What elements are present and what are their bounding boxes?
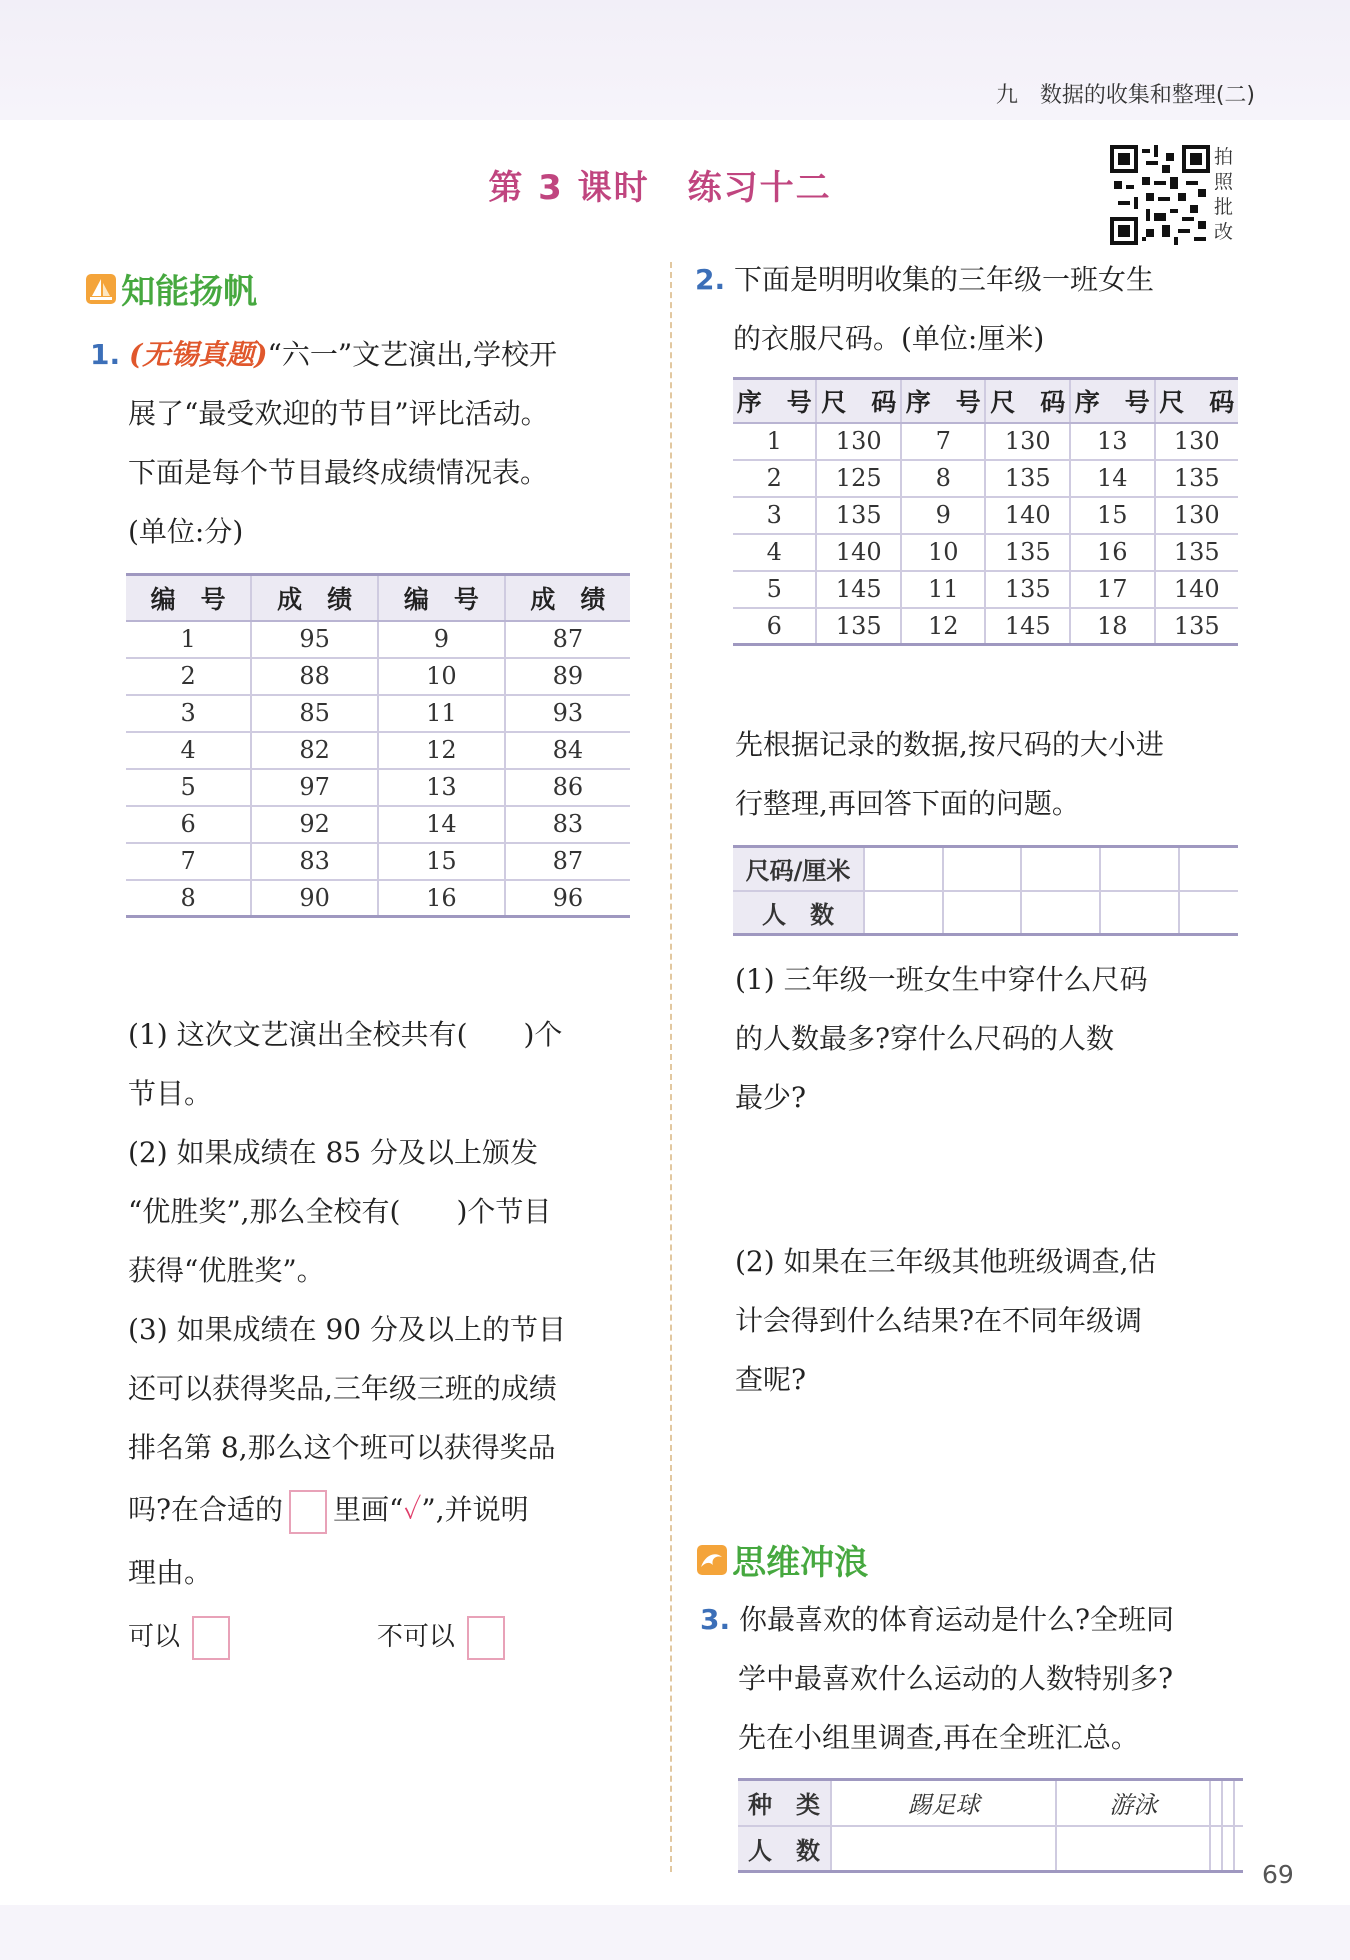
question-2 [695,250,1255,368]
tally-cell[interactable] [864,891,943,935]
sail-icon [86,274,116,304]
sub-question-3: 还可以获得奖品,三年级三班的成绩 [128,1372,557,1405]
table-row [733,534,1238,571]
qr-label: 拍 照 批 改 [1214,146,1234,243]
table-header: 成 绩 [251,575,378,621]
footer-bar [0,1905,1350,1960]
tally-label: 人 数 [733,891,864,935]
table-cell: 15 [1070,497,1155,534]
table-cell: 1 [126,621,251,658]
question-2-part-2: (2) 如果在三年级其他班级调查,估 计会得到什么结果?在不同年级调 查呢? [735,1245,1157,1396]
source-tag: (无锡真题) [129,338,268,371]
page-number: 69 [1262,1860,1294,1889]
table-row [733,608,1238,645]
table-cell: 11 [378,695,505,732]
table-cell: 12 [901,608,986,645]
question-2-instructions: 先根据记录的数据,按尺码的大小进 行整理,再回答下面的问题。 [735,728,1164,820]
table-header: 编 号 [378,575,505,621]
sports-table [738,1778,1243,1873]
lesson-name: 练习十二 [687,168,832,208]
table-row [126,880,630,917]
question-1 [90,325,640,561]
question-number: 1. [90,338,121,371]
table-cell: 130 [985,423,1070,460]
table-cell: 90 [251,880,378,917]
table-cell: 125 [816,460,901,497]
table-cell: 83 [251,843,378,880]
option-no-label: 不可以 [376,1622,455,1652]
table-cell: 86 [505,769,630,806]
count-cell[interactable] [1056,1826,1210,1872]
section-title: 知能扬帆 [121,272,258,312]
tally-table [733,845,1238,936]
table-cell: 135 [1155,608,1238,645]
check-mark-icon: ✓ [403,1493,422,1526]
column-divider [670,262,672,1872]
table-cell: 2 [733,460,816,497]
table-cell: 5 [733,571,816,608]
table-cell: 135 [816,608,901,645]
section-heading-1 [86,264,257,313]
table-row [733,571,1238,608]
tally-cell[interactable] [1179,891,1238,935]
table-cell: 92 [251,806,378,843]
table-row [126,769,630,806]
table-cell: 3 [733,497,816,534]
question-text: 展了“最受欢迎的节目”评比活动。 [128,397,549,430]
table-header: 成 绩 [505,575,630,621]
table-cell: 8 [126,880,251,917]
table-cell: 16 [1070,534,1155,571]
sub-question-1: (1) 这次文艺演出全校共有( )个 [128,1018,563,1051]
sport-cell[interactable]: 踢足球 [831,1780,1056,1826]
table-cell: 87 [505,843,630,880]
table-cell: 97 [251,769,378,806]
sub-question-2: “优胜奖”,那么全校有( )个节目 [128,1195,552,1228]
table-cell: 88 [251,658,378,695]
sub-question-3: 理由。 [128,1556,213,1589]
section-heading-2 [697,1535,868,1584]
question-number: 2. [695,263,726,296]
table-row [126,695,630,732]
sport-cell[interactable] [1210,1780,1222,1826]
table-cell: 95 [251,621,378,658]
table-row [126,806,630,843]
table-cell: 17 [1070,571,1155,608]
question-text: 你最喜欢的体育运动是什么?全班同 [739,1603,1175,1636]
table-cell: 5 [126,769,251,806]
sport-cell[interactable] [1222,1780,1234,1826]
table-cell: 9 [378,621,505,658]
lesson-number: 第 3 课时 [488,168,650,208]
table-cell: 11 [901,571,986,608]
table-cell: 130 [1155,423,1238,460]
table-cell: 93 [505,695,630,732]
table-cell: 4 [733,534,816,571]
question-number: 3. [700,1603,731,1636]
count-cell[interactable] [1222,1826,1234,1872]
scores-table [126,573,630,918]
tally-cell[interactable] [1021,891,1100,935]
table-row [733,423,1238,460]
table-header: 序 号 [901,379,986,423]
table-cell: 135 [1155,460,1238,497]
tally-cell[interactable] [864,847,943,891]
question-text: 先在小组里调查,再在全班汇总。 [738,1721,1139,1754]
table-cell: 7 [126,843,251,880]
table-cell: 135 [816,497,901,534]
count-cell[interactable] [831,1826,1056,1872]
table-cell: 6 [126,806,251,843]
table-cell: 14 [378,806,505,843]
table-cell: 13 [1070,423,1155,460]
table-cell: 12 [378,732,505,769]
table-row [126,732,630,769]
table-cell: 3 [126,695,251,732]
table-cell: 15 [378,843,505,880]
table-cell: 14 [1070,460,1155,497]
table-cell: 8 [901,460,986,497]
table-header: 尺 码 [985,379,1070,423]
sub-question-3: (3) 如果成绩在 90 分及以上的节目 [128,1313,566,1346]
question-text: 的衣服尺码。(单位:厘米) [733,322,1045,355]
question-text: “六一”文艺演出,学校开 [267,338,558,371]
table-cell: 89 [505,658,630,695]
table-cell: 145 [816,571,901,608]
table-cell: 16 [378,880,505,917]
question-text: 学中最喜欢什么运动的人数特别多? [738,1662,1174,1695]
sub-question-2: (2) 如果成绩在 85 分及以上颁发 [128,1136,538,1169]
sizes-table [733,377,1238,646]
sub-question-1: 节目。 [128,1077,213,1110]
wave-icon [697,1545,727,1575]
table-row [126,843,630,880]
question-text: 下面是明明收集的三年级一班女生 [734,263,1155,296]
table-cell: 6 [733,608,816,645]
sport-cell[interactable]: 游泳 [1056,1780,1210,1826]
table-row [733,497,1238,534]
table-cell: 2 [126,658,251,695]
table-header: 编 号 [126,575,251,621]
sport-cell[interactable] [1234,1780,1243,1826]
table-cell: 130 [1155,497,1238,534]
chapter-title: 九 数据的收集和整理(二) [995,83,1255,108]
table-cell: 135 [985,571,1070,608]
table-row [126,658,630,695]
table-cell: 82 [251,732,378,769]
tally-cell[interactable] [943,891,1022,935]
option-yes-checkbox[interactable] [192,1616,230,1660]
tally-cell[interactable] [1100,891,1179,935]
tally-label: 尺码/厘米 [733,847,864,891]
table-cell: 1 [733,423,816,460]
question-text: (单位:分) [128,515,244,548]
table-cell: 140 [816,534,901,571]
table-cell: 83 [505,806,630,843]
question-2-part-1: (1) 三年级一班女生中穿什么尺码 的人数最多?穿什么尺码的人数 最少? [735,963,1148,1114]
table-cell: 130 [816,423,901,460]
table-cell: 9 [901,497,986,534]
table-cell: 10 [378,658,505,695]
question-1-parts: (1) 这次文艺演出全校共有( )个 节目。 (2) 如果成绩在 85 分及以上颁发 “优胜奖”,那么全校有( )个节目 获得“优胜奖”。 (3) 如果成绩在 90 分及以上的节目 还可以获得奖品,三年级三班的成绩 排名第 8,那么这个班可以获得奖品 吗?在合适的 里画“✓”,并说明 理由。 可以 不可以 [128,1005,648,1667]
option-no-checkbox[interactable] [467,1616,505,1660]
table-cell: 87 [505,621,630,658]
row-label: 人 数 [738,1826,831,1872]
sub-question-2: 获得“优胜奖”。 [128,1254,325,1287]
option-yes-label: 可以 [128,1622,181,1652]
table-cell: 85 [251,695,378,732]
table-cell: 135 [985,534,1070,571]
count-cell[interactable] [1210,1826,1222,1872]
qr-code-icon[interactable] [1110,145,1210,245]
tally-cell[interactable] [1179,847,1238,891]
table-cell: 96 [505,880,630,917]
table-cell: 135 [1155,534,1238,571]
sub-question-3: 排名第 8,那么这个班可以获得奖品 [128,1431,556,1464]
table-cell: 140 [985,497,1070,534]
table-header: 尺 码 [1155,379,1238,423]
row-label: 种 类 [738,1780,831,1826]
count-cell[interactable] [1234,1826,1243,1872]
table-cell: 13 [378,769,505,806]
table-header: 序 号 [733,379,816,423]
tally-cell[interactable] [943,847,1022,891]
table-header: 序 号 [1070,379,1155,423]
answer-box[interactable] [289,1490,327,1534]
question-text: 下面是每个节目最终成绩情况表。 [128,456,549,489]
tally-cell[interactable] [1021,847,1100,891]
section-title: 思维冲浪 [732,1543,869,1583]
table-cell: 140 [1155,571,1238,608]
table-cell: 18 [1070,608,1155,645]
table-cell: 10 [901,534,986,571]
table-cell: 135 [985,460,1070,497]
question-3 [700,1590,1260,1767]
table-cell: 4 [126,732,251,769]
table-cell: 84 [505,732,630,769]
tally-cell[interactable] [1100,847,1179,891]
table-cell: 7 [901,423,986,460]
table-row [126,621,630,658]
table-cell: 145 [985,608,1070,645]
table-header: 尺 码 [816,379,901,423]
table-row [733,460,1238,497]
